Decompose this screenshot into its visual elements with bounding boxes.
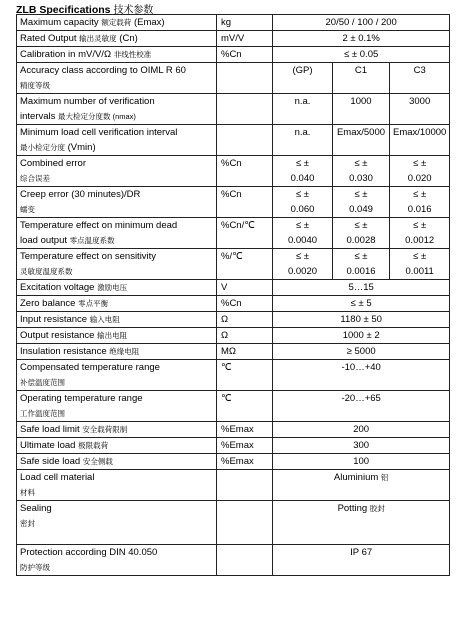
value-cell [273, 31, 450, 47]
unit-text: mV/V [221, 33, 245, 44]
value-text: 5…15 [348, 282, 374, 293]
value-cell [273, 47, 450, 63]
row-label [17, 360, 217, 391]
value-text: IP 67 [350, 547, 373, 558]
unit-text: %Emax [221, 424, 254, 435]
label-text-2: load output [20, 235, 68, 246]
value-text: 20/50 / 100 / 200 [325, 17, 397, 28]
value-text: 2 ± 0.1% [342, 33, 380, 44]
class-value-line: 0.016 [407, 204, 432, 215]
unit-text: %/℃ [221, 251, 243, 262]
value-cell [273, 545, 450, 576]
title-en: ZLB Specifications [16, 4, 111, 16]
class-value-line: ≤ ± [413, 189, 427, 200]
class-value-line: 0.0012 [405, 235, 435, 246]
table-row [17, 156, 450, 187]
class-value-c2 [333, 249, 390, 280]
unit-cell [217, 312, 273, 328]
unit-cell [217, 360, 273, 391]
row-label [17, 187, 217, 218]
row-label [17, 125, 217, 156]
label-text: Rated Output [20, 33, 77, 44]
table-row [17, 422, 450, 438]
class-value-line: 0.030 [349, 173, 373, 184]
label-zh: 非线性校准 [113, 50, 152, 59]
class-value-text: 3000 [409, 96, 431, 107]
label-text: Zero balance [20, 298, 76, 309]
table-row [17, 296, 450, 312]
table-row [17, 344, 450, 360]
value-cell [273, 15, 450, 31]
unit-cell [217, 422, 273, 438]
title-zh: 技术参数 [113, 5, 154, 16]
unit-cell [217, 15, 273, 31]
row-label [17, 94, 217, 125]
label-tail: (Vmin) [67, 142, 96, 153]
unit-cell [217, 218, 273, 249]
label-zh: 输入电阻 [89, 315, 120, 324]
class-value-c3 [390, 125, 450, 156]
label-zh: 密封 [20, 519, 35, 528]
row-label [17, 545, 217, 576]
label-zh: 额定载荷 [101, 18, 132, 27]
row-label [17, 422, 217, 438]
class-value-c1 [273, 249, 333, 280]
class-value-line: ≤ ± [354, 189, 368, 200]
table-row [17, 15, 450, 31]
value-text: -10…+40 [341, 362, 381, 373]
class-value-line: ≤ ± [413, 158, 427, 169]
label-text: Excitation voltage [20, 282, 95, 293]
class-value-line: 0.0028 [346, 235, 376, 246]
class-value-c2 [333, 156, 390, 187]
table-row [17, 438, 450, 454]
value-cell [273, 344, 450, 360]
class-value-line: 0.020 [407, 173, 432, 184]
table-row [17, 501, 450, 545]
table-row [17, 328, 450, 344]
class-value-c3 [390, 156, 450, 187]
table-row [17, 94, 450, 125]
label-text: Accuracy class according to OIML R 60 [20, 65, 186, 76]
unit-cell [217, 470, 273, 501]
class-value-line: ≤ ± [295, 158, 310, 169]
class-value-line: 0.040 [290, 173, 315, 184]
class-value-line: ≤ ± [354, 251, 368, 262]
label-text: Safe side load [20, 456, 81, 467]
label-zh: 输出电阻 [97, 331, 128, 340]
row-label [17, 438, 217, 454]
row-label [17, 31, 217, 47]
label-text: Temperature effect on sensitivity [20, 251, 157, 262]
table-row [17, 360, 450, 391]
row-label [17, 249, 217, 280]
table-row [17, 280, 450, 296]
table-row [17, 125, 450, 156]
unit-cell [217, 501, 273, 545]
row-label [17, 328, 217, 344]
value-text: Potting [337, 503, 368, 514]
class-value-line: 0.060 [290, 204, 315, 215]
unit-text: MΩ [221, 346, 237, 357]
value-cell [273, 454, 450, 470]
class-value-line: ≤ ± [413, 251, 427, 262]
value-text: 1180 ± 50 [340, 314, 382, 325]
label-zh: 激励电压 [97, 283, 128, 292]
value-text: 100 [353, 456, 370, 467]
value-cell [273, 438, 450, 454]
value-cell [273, 312, 450, 328]
table-row [17, 47, 450, 63]
row-label [17, 391, 217, 422]
class-value-c3 [390, 94, 450, 125]
value-zh: 胶封 [369, 504, 385, 513]
label-zh: 灵敏度温度系数 [20, 267, 73, 276]
class-value-c2 [333, 63, 390, 94]
row-label [17, 344, 217, 360]
label-text: Protection according DIN 40.050 [20, 547, 158, 558]
class-value-text: C3 [413, 65, 426, 76]
label-text: Minimum load cell verification interval [20, 127, 178, 138]
label-zh: 防护等级 [20, 563, 50, 572]
row-label [17, 218, 217, 249]
unit-cell [217, 63, 273, 94]
value-cell [273, 422, 450, 438]
label-text: Creep error (30 minutes)/DR [20, 189, 141, 200]
label-zh: 最大检定分度数 (nmax) [58, 112, 136, 121]
label-text: Calibration in mV/V/Ω [20, 49, 112, 60]
value-cell [273, 391, 450, 422]
label-zh: 补偿温度范围 [20, 378, 65, 387]
table-row [17, 63, 450, 94]
unit-cell [217, 296, 273, 312]
unit-text: Ω [221, 314, 229, 325]
unit-cell [217, 454, 273, 470]
unit-cell [217, 545, 273, 576]
unit-cell [217, 31, 273, 47]
label-text: Maximum capacity [20, 17, 99, 28]
value-text: 1000 ± 2 [342, 330, 380, 341]
label-zh: 精度等级 [20, 81, 50, 90]
value-text: ≥ 5000 [346, 346, 376, 357]
unit-text: ℃ [221, 393, 232, 404]
unit-text: kg [221, 17, 232, 28]
class-value-c1 [273, 156, 333, 187]
value-text: ≤ ± 0.05 [344, 49, 379, 60]
row-label [17, 501, 217, 545]
row-label [17, 280, 217, 296]
class-value-line: 0.0016 [346, 266, 376, 277]
label-text: Output resistance [20, 330, 95, 341]
class-value-line: 0.0040 [287, 235, 318, 246]
row-label [17, 312, 217, 328]
unit-cell [217, 156, 273, 187]
unit-cell [217, 328, 273, 344]
label-zh: 零点平衡 [78, 299, 109, 308]
class-value-text: (GP) [292, 65, 313, 76]
unit-cell [217, 280, 273, 296]
unit-text: Ω [221, 330, 229, 341]
class-value-c2 [333, 94, 390, 125]
value-cell [273, 296, 450, 312]
class-value-line: ≤ ± [354, 158, 368, 169]
class-value-line: ≤ ± [354, 220, 368, 231]
unit-cell [217, 187, 273, 218]
unit-cell [217, 438, 273, 454]
table-row [17, 470, 450, 501]
label-zh: 极限载荷 [78, 441, 109, 450]
label-text: Maximum number of verification [20, 96, 155, 107]
label-tail: (Cn) [119, 33, 138, 44]
class-value-text: Emax/5000 [336, 127, 386, 138]
label-zh: 绝缘电阻 [109, 347, 140, 356]
spec-table [16, 14, 450, 576]
unit-text: V [221, 282, 228, 293]
table-row [17, 187, 450, 218]
class-value-line: ≤ ± [295, 220, 310, 231]
class-value-text: n.a. [294, 96, 311, 107]
row-label [17, 296, 217, 312]
row-label [17, 47, 217, 63]
class-value-c1 [273, 125, 333, 156]
label-text: Compensated temperature range [20, 362, 160, 373]
class-value-line: 0.0020 [287, 266, 318, 277]
label-zh: 最小检定分度 [20, 143, 65, 152]
label-text-2: intervals [20, 111, 56, 122]
label-zh: 安全侧载 [82, 457, 113, 466]
value-cell [273, 501, 450, 545]
table-row [17, 312, 450, 328]
table-row [17, 249, 450, 280]
unit-cell [217, 249, 273, 280]
label-zh: 材料 [20, 488, 35, 497]
label-text: Sealing [20, 503, 52, 514]
label-zh: 蠕变 [20, 205, 35, 214]
label-zh: 工作温度范围 [20, 409, 65, 418]
unit-text: %Cn/℃ [221, 220, 255, 231]
unit-cell [217, 344, 273, 360]
value-cell [273, 280, 450, 296]
table-row [17, 31, 450, 47]
class-value-c1 [273, 63, 333, 94]
class-value-text: C1 [354, 65, 368, 76]
unit-cell [217, 47, 273, 63]
class-value-line: 0.049 [349, 204, 373, 215]
label-text: Operating temperature range [20, 393, 143, 404]
value-text: ≤ ± 5 [350, 298, 372, 309]
unit-text: %Cn [221, 189, 242, 200]
value-text: 200 [353, 424, 370, 435]
class-value-c1 [273, 94, 333, 125]
unit-text: ℃ [221, 362, 232, 373]
class-value-c3 [390, 218, 450, 249]
class-value-c1 [273, 218, 333, 249]
row-label [17, 454, 217, 470]
unit-cell [217, 94, 273, 125]
table-row [17, 391, 450, 422]
label-text: Input resistance [20, 314, 88, 325]
unit-text: %Emax [221, 456, 254, 467]
class-value-c3 [390, 63, 450, 94]
label-text: Combined error [20, 158, 86, 169]
label-text: Ultimate load [20, 440, 76, 451]
class-value-line: 0.0011 [405, 266, 434, 277]
label-text: Safe load limit [20, 424, 80, 435]
label-zh: 安全载荷限制 [82, 425, 128, 434]
class-value-line: ≤ ± [295, 189, 310, 200]
label-zh: 综合误差 [20, 174, 50, 183]
row-label [17, 63, 217, 94]
value-text: -20…+65 [341, 393, 381, 404]
unit-cell [217, 125, 273, 156]
unit-text: %Cn [221, 298, 242, 309]
value-cell [273, 470, 450, 501]
value-cell [273, 360, 450, 391]
label-zh: 零点温度系数 [69, 236, 115, 245]
unit-text: %Emax [221, 440, 254, 451]
class-value-c3 [390, 249, 450, 280]
table-row [17, 545, 450, 576]
class-value-line: ≤ ± [413, 220, 427, 231]
class-value-text: 1000 [350, 96, 372, 107]
value-cell [273, 328, 450, 344]
row-label [17, 156, 217, 187]
label-text: Load cell material [20, 472, 95, 483]
label-tail: (Emax) [133, 17, 165, 28]
class-value-c3 [390, 187, 450, 218]
class-value-text: Emax/10000 [393, 127, 447, 138]
table-row [17, 454, 450, 470]
value-text: Aluminium [333, 472, 379, 483]
table-row [17, 218, 450, 249]
label-zh: 输出灵敏度 [79, 34, 117, 43]
row-label [17, 470, 217, 501]
unit-cell [217, 391, 273, 422]
label-text: Temperature effect on minimum dead [20, 220, 178, 231]
class-value-c2 [333, 187, 390, 218]
class-value-c1 [273, 187, 333, 218]
class-value-line: ≤ ± [295, 251, 310, 262]
value-text: 300 [353, 440, 370, 451]
value-zh: 铝 [380, 473, 389, 482]
row-label [17, 15, 217, 31]
label-text: Insulation resistance [20, 346, 107, 357]
class-value-c2 [333, 125, 390, 156]
class-value-c2 [333, 218, 390, 249]
class-value-text: n.a. [294, 127, 311, 138]
unit-text: %Cn [221, 49, 242, 60]
unit-text: %Cn [221, 158, 242, 169]
